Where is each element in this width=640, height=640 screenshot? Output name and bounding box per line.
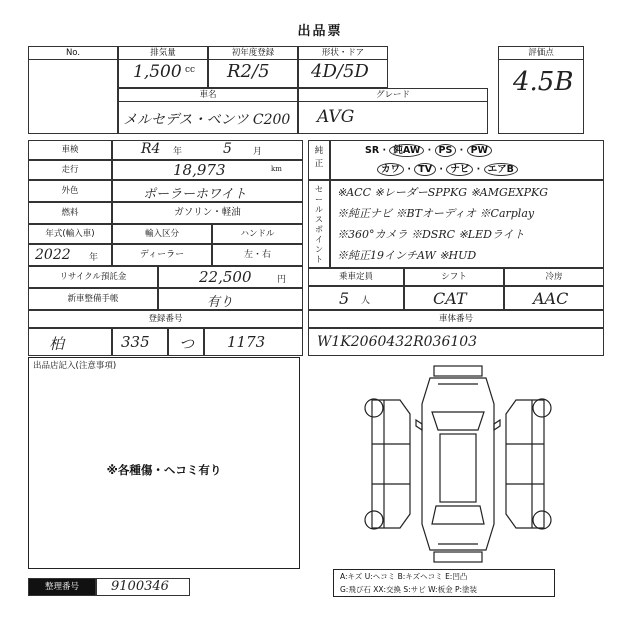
shift-label: シフト [441, 272, 467, 282]
first-reg-cell [208, 46, 298, 88]
reg-no-part-1 [28, 328, 112, 356]
ref-label: 整理番号 [44, 582, 79, 592]
left-info-table [28, 140, 303, 356]
sales-line-2: ※純正ナビ ※BTオーディオ ※Carplay [337, 207, 535, 220]
sales-line-4: ※純正19インチAW ※HUD [337, 249, 477, 262]
capacity-value: 5 [339, 289, 350, 308]
model-year-unit: 年 [89, 253, 99, 263]
displacement-value: 1,500 [133, 62, 182, 82]
model-year-label-cell [28, 224, 112, 244]
right-info-table [308, 140, 604, 356]
mileage-unit: km [271, 165, 282, 173]
first-reg-label: 初年度登録 [209, 47, 297, 60]
sales-line-3: ※360°カメラ ※DSRC ※LEDライト [337, 228, 525, 241]
vin-label: 車体番号 [438, 314, 473, 324]
inspection-year-unit: 年 [173, 147, 183, 157]
shift-label-cell [404, 268, 504, 286]
capacity-unit: 人 [361, 296, 371, 306]
ref-value-cell [96, 578, 190, 596]
shape-value: 4D/5D [311, 61, 369, 82]
sales-line-1: ※ACC ※レーダーSPPKG ※AMGEXPKG [337, 186, 549, 199]
inspection-year: R4 [141, 141, 161, 157]
ac-label-cell [504, 268, 604, 286]
handle-label: ハンドル [240, 229, 275, 239]
inspection-month-unit: 月 [253, 147, 263, 157]
equip-row-2: カワ · TV · ナビ · エアB [377, 161, 518, 175]
shift-value-cell [404, 286, 504, 310]
ac-value-cell [504, 286, 604, 310]
recycle-unit: 円 [277, 275, 287, 285]
mileage-label-cell [28, 160, 112, 180]
equip-airbag: エアB [484, 163, 518, 176]
reg-no-label: 登録番号 [148, 314, 183, 324]
grade-label: グレード [299, 89, 487, 102]
page-title: 出品票 [297, 24, 343, 39]
ref-label-cell [28, 578, 96, 596]
reg-no-part-2 [112, 328, 168, 356]
grade-value: AVG [317, 107, 355, 127]
import-label: 輸入区分 [144, 229, 179, 239]
recycle-value-cell [158, 266, 303, 288]
equip-leather: カワ [377, 163, 404, 176]
reg-no-region: 柏 [49, 335, 65, 353]
ac-value: AAC [533, 289, 569, 308]
recycle-label: リサイクル預託金 [59, 272, 127, 282]
sales-value-cell [330, 180, 604, 268]
color-value: ポーラーホワイト [143, 187, 247, 202]
notes-content: ※各種傷・ヘコミ有り [106, 463, 222, 477]
car-name-label: 車名 [119, 89, 297, 102]
first-reg-value: R2/5 [227, 61, 270, 82]
color-value-cell [112, 180, 303, 202]
equip-navi: ナビ [446, 163, 473, 176]
car-name-value: メルセデス・ベンツ C200 [123, 112, 291, 128]
legend-line-2: G:飛び石 XX:交換 S:サビ W:板金 P:塗装 [340, 585, 478, 594]
manual-label-cell [28, 288, 158, 310]
inspection-label-cell [28, 140, 112, 160]
reg-no-part-4 [204, 328, 303, 356]
grade-score-label: 評価点 [499, 47, 583, 60]
sales-label: セールスポイント [315, 185, 323, 264]
displacement-unit: cc [185, 65, 196, 75]
equip-tv: TV [414, 163, 436, 176]
color-label: 外色 [61, 186, 79, 196]
inspection-label: 車検 [61, 145, 79, 155]
capacity-label-cell [308, 268, 404, 286]
color-label-cell [28, 180, 112, 202]
equip-aw: 純AW [389, 144, 424, 157]
import-value: ディーラー [139, 250, 185, 260]
legend-line-1: A:キズ U:ヘコミ B:キズヘコミ E:凹凸 [340, 572, 468, 581]
fuel-label-cell [28, 202, 112, 224]
reg-no-label-cell [28, 310, 303, 328]
equip-ps: PS [435, 144, 457, 157]
equip-pw: PW [467, 144, 492, 157]
equip-sr: SR [365, 145, 380, 156]
grade-cell [298, 88, 488, 134]
recycle-value: 22,500 [199, 268, 252, 286]
ref-number-row [28, 578, 190, 596]
car-name-cell [118, 88, 298, 134]
equip-value-cell [330, 140, 604, 180]
grade-score-value: 4.5B [513, 67, 574, 97]
ac-label: 冷房 [545, 272, 563, 282]
handle-value-cell [212, 244, 303, 266]
vin-value: W1K2060432R036103 [317, 334, 478, 350]
shift-value: CAT [433, 289, 467, 308]
equip-row-1: SR · 純AW · PS · PW [365, 142, 492, 156]
no-label: No. [29, 47, 117, 60]
handle-label-cell [212, 224, 303, 244]
manual-value-cell [158, 288, 303, 310]
mileage-value: 18,973 [173, 161, 226, 179]
fuel-label: 燃料 [61, 208, 79, 218]
fuel-value-cell [112, 202, 303, 224]
manual-label: 新車整備手帳 [67, 294, 119, 304]
manual-value: 有り [207, 295, 234, 310]
damage-legend [333, 569, 555, 597]
vin-label-cell [308, 310, 604, 328]
fuel-options: ガソリン・軽油 [174, 207, 241, 218]
header-section [28, 46, 613, 134]
sales-label-cell [308, 180, 330, 268]
inspection-month: 5 [223, 141, 232, 157]
ref-value: 9100346 [111, 579, 169, 594]
reg-no-class: 335 [121, 333, 150, 351]
handle-value: 左・右 [243, 250, 271, 260]
import-value-cell [112, 244, 212, 266]
reg-no-kana: つ [179, 335, 195, 353]
shape-cell [298, 46, 388, 88]
inspection-value-cell [112, 140, 303, 160]
mileage-label: 走行 [61, 165, 79, 175]
model-year-label: 年式(輸入車) [45, 229, 95, 239]
no-cell [28, 46, 118, 134]
displacement-label: 排気量 [119, 47, 207, 60]
notes-box [28, 357, 300, 569]
shape-label: 形状・ドア [299, 47, 387, 60]
recycle-label-cell [28, 266, 158, 288]
model-year-value-cell [28, 244, 112, 266]
capacity-value-cell [308, 286, 404, 310]
grade-score-cell [498, 46, 584, 134]
mileage-value-cell [112, 160, 303, 180]
equip-label: 純正 [314, 146, 324, 169]
import-label-cell [112, 224, 212, 244]
capacity-label: 乗車定員 [338, 272, 373, 282]
model-year-value: 2022 [35, 247, 71, 263]
vin-value-cell [308, 328, 604, 356]
car-body-diagram [360, 364, 556, 564]
reg-no-number: 1173 [227, 333, 266, 351]
equip-label-cell [308, 140, 330, 180]
reg-no-part-3 [168, 328, 204, 356]
notes-label: 出品店記入(注意事項) [33, 361, 117, 371]
displacement-cell [118, 46, 208, 88]
